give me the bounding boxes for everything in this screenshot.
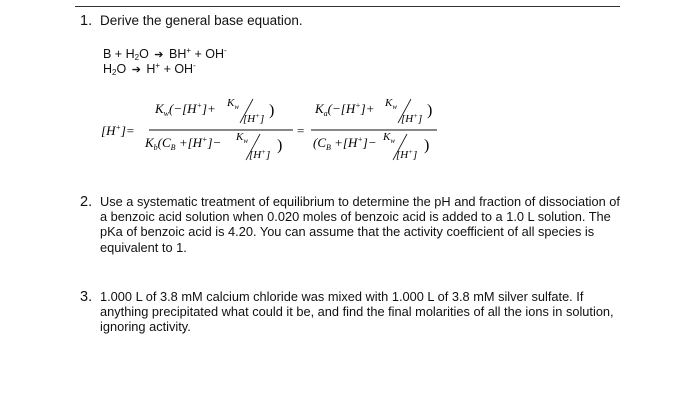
svg-text:): ) [424, 137, 430, 154]
question-number: 2. [80, 194, 93, 210]
reaction-charge: + [155, 61, 161, 70]
right-denominator: ($C_B +[H^+]-$ [313, 135, 377, 152]
reaction-charge: + [186, 46, 192, 55]
right-arrow-icon: ➔ [131, 64, 141, 76]
svg-text:[H+]: [H+] [401, 112, 423, 125]
right-numerator: $K_a(-[H^+]+$ [315, 101, 375, 118]
right-arrow-icon: ➔ [154, 49, 164, 61]
reaction-reactants-tail: O [116, 62, 130, 76]
reaction-reactants: B + H [103, 47, 135, 61]
svg-text:): ) [427, 102, 433, 119]
question-text: Use a systematic treatment of equilibrium to determine the pH and fraction of dissociation of a benzoic acid solution when 0.020 moles of benzoic acid is added to a 1.0 L solution. The pKa of benzoic acid is 4.20. You can assume that the activity coefficient of all species is equivalent to 1. [100, 194, 620, 255]
svg-text:[H+]: [H+] [249, 148, 271, 161]
question-text: 1.000 L of 3.8 mM calcium chloride was mixed with 1.000 L of 3.8 mM silver sulfate. If anything precipitated what could it be, and find the final molarities of all the ions in solution, ignoring activity. [100, 289, 614, 335]
reaction-reactants-tail: O [139, 47, 153, 61]
svg-text:Kw: $K_w$ [385, 97, 398, 111]
reaction-charge: - [224, 46, 227, 55]
question-number: 1. [80, 13, 93, 29]
question-number: 3. [80, 289, 93, 305]
reaction-subscript: 2 [134, 53, 140, 62]
left-denominator: $K_b(C_B +[H^+]-$ [145, 135, 222, 152]
svg-text:): ) [277, 137, 283, 154]
svg-text:Kw: $K_w$ [227, 97, 240, 111]
reaction-product-tail: + OH [160, 62, 194, 76]
reaction-reactants: H [103, 62, 113, 76]
equation-lhs: [H+]= [101, 123, 135, 138]
reaction-charge: - [193, 61, 196, 70]
svg-text:): ) [269, 102, 275, 119]
reaction-subscript: 2 [112, 68, 117, 77]
general-base-equation [101, 95, 441, 170]
question-text: Derive the general base equation. [100, 13, 303, 28]
reaction-product: BH [168, 47, 187, 61]
svg-text:Kw: $K_w$ [236, 131, 249, 145]
reaction-base-water [103, 46, 227, 62]
equals-sign: = [297, 123, 305, 138]
reaction-product-tail: + OH [191, 47, 225, 61]
svg-text:[H+]: [H+] [396, 148, 418, 161]
svg-text:[H+]: [H+] [243, 112, 265, 125]
svg-text:Kw: $K_w$ [383, 131, 396, 145]
reaction-product: H [146, 62, 156, 76]
left-numerator: $K_w(-[H^+]+$ [155, 101, 216, 118]
top-divider [75, 6, 620, 7]
reaction-water-autoionization [103, 61, 196, 77]
